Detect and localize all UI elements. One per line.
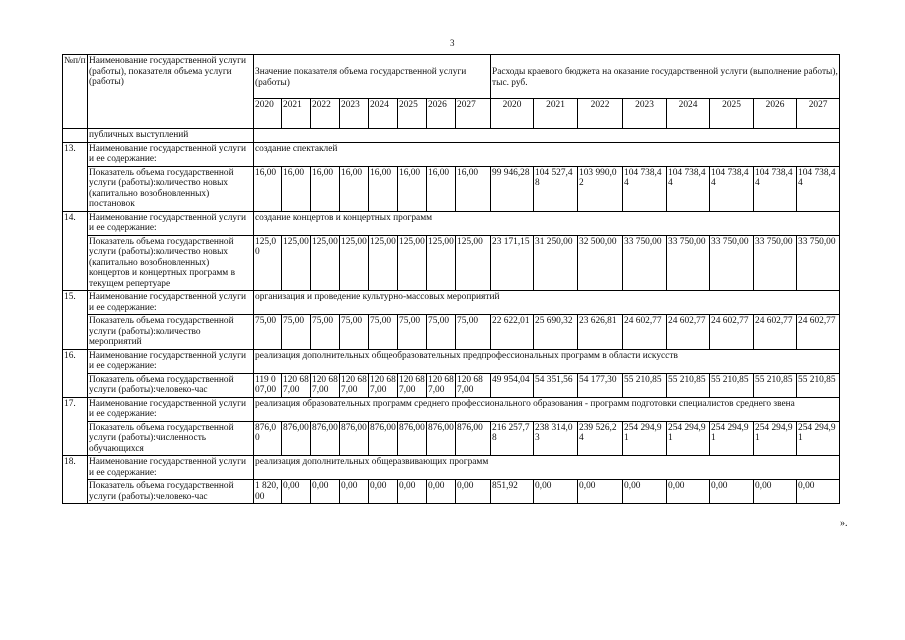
budget-value: 24 602,77 bbox=[667, 315, 710, 350]
year-budget-2023: 2023 bbox=[623, 99, 667, 129]
header-num: №п/п bbox=[63, 55, 88, 129]
cont-empty bbox=[254, 129, 840, 143]
volume-value: 876,00 bbox=[254, 421, 282, 456]
year-volume-2025: 2025 bbox=[398, 99, 427, 129]
volume-value: 125,00 bbox=[340, 235, 369, 291]
service-name-label: Наименование государственной услуги и ее содержание: bbox=[88, 291, 254, 315]
budget-value: 49 954,04 bbox=[491, 373, 534, 397]
year-budget-2025: 2025 bbox=[710, 99, 754, 129]
indicator-name: Показатель объема государственной услуги (работы):количество новых (капитально возобновленных) концертов и концертных программ в текущем репертуаре bbox=[88, 235, 254, 291]
volume-value: 120 687,00 bbox=[370, 374, 396, 395]
section-number: 15. bbox=[63, 291, 88, 350]
budget-value: 23 626,81 bbox=[578, 315, 623, 350]
indicator-row bbox=[63, 315, 840, 350]
year-volume-2021: 2021 bbox=[282, 99, 311, 129]
budget-value: 239 526,24 bbox=[578, 421, 623, 456]
budget-value: 55 210,85 bbox=[667, 373, 710, 397]
volume-value: 125,00 bbox=[311, 235, 340, 291]
volume-value: 16,00 bbox=[398, 166, 427, 211]
volume-value: 125,00 bbox=[456, 235, 491, 291]
volume-value: 75,00 bbox=[311, 315, 340, 350]
volume-value: 16,00 bbox=[427, 166, 456, 211]
volume-value: 16,00 bbox=[456, 166, 491, 211]
service-content: создание спектаклей bbox=[254, 142, 840, 166]
budget-value: 103 990,02 bbox=[578, 166, 623, 211]
service-name-label: Наименование государственной услуги и ее содержание: bbox=[88, 397, 254, 421]
section-number: 14. bbox=[63, 211, 88, 291]
budget-value: 54 177,30 bbox=[578, 373, 623, 397]
budget-value: 33 750,00 bbox=[623, 235, 667, 291]
service-content: организация и проведение культурно-массовых мероприятий bbox=[254, 291, 840, 315]
budget-value: 24 602,77 bbox=[754, 315, 797, 350]
volume-value: 876,00 bbox=[369, 421, 398, 456]
section-number: 18. bbox=[63, 456, 88, 504]
cont-num bbox=[63, 129, 88, 143]
budget-value: 104 738,44 bbox=[667, 166, 710, 211]
budget-value: 24 602,77 bbox=[797, 315, 840, 350]
volume-value: 119 007,00 bbox=[254, 373, 282, 397]
volume-value: 120 687,00 bbox=[428, 374, 454, 395]
budget-value: 55 210,85 bbox=[754, 373, 797, 397]
volume-value: 125,00 bbox=[369, 235, 398, 291]
section-title-row bbox=[63, 211, 840, 235]
budget-value: 31 250,00 bbox=[534, 235, 578, 291]
indicator-row bbox=[63, 421, 840, 456]
year-budget-2021: 2021 bbox=[534, 99, 578, 129]
volume-value: 120 687,00 bbox=[283, 374, 309, 395]
volume-value: 16,00 bbox=[254, 166, 282, 211]
service-name-label: Наименование государственной услуги и ее содержание: bbox=[88, 211, 254, 235]
budget-value: 33 750,00 bbox=[754, 235, 797, 291]
budget-value: 33 750,00 bbox=[710, 235, 754, 291]
budget-value: 0,00 bbox=[754, 480, 797, 504]
volume-value: 125,00 bbox=[254, 235, 282, 291]
volume-value: 75,00 bbox=[369, 315, 398, 350]
budget-value: 254 294,91 bbox=[667, 421, 710, 456]
budget-value: 254 294,91 bbox=[754, 421, 797, 456]
service-content: создание концертов и концертных программ bbox=[254, 211, 840, 235]
budget-value: 104 738,44 bbox=[797, 166, 840, 211]
volume-value: 16,00 bbox=[311, 166, 340, 211]
volume-value: 75,00 bbox=[398, 315, 427, 350]
budget-value: 55 210,85 bbox=[797, 373, 840, 397]
budget-value: 32 500,00 bbox=[578, 235, 623, 291]
volume-value: 0,00 bbox=[369, 480, 398, 504]
volume-value: 16,00 bbox=[282, 166, 311, 211]
budget-value: 254 294,91 bbox=[797, 421, 840, 456]
section-number: 17. bbox=[63, 397, 88, 456]
budget-value: 216 257,78 bbox=[491, 421, 534, 456]
volume-value: 125,00 bbox=[398, 235, 427, 291]
budget-value: 104 527,48 bbox=[534, 166, 578, 211]
volume-value: 16,00 bbox=[369, 166, 398, 211]
volume-value: 75,00 bbox=[340, 315, 369, 350]
year-volume-2026: 2026 bbox=[427, 99, 456, 129]
indicator-row bbox=[63, 235, 840, 291]
service-name-label: Наименование государственной услуги и ее содержание: bbox=[88, 456, 254, 480]
volume-value: 876,00 bbox=[282, 421, 311, 456]
budget-value: 23 171,15 bbox=[491, 235, 534, 291]
service-content: реализация дополнительных общеобразовательных предпрофессиональных программ в области искусств bbox=[254, 349, 840, 373]
section-number: 13. bbox=[63, 142, 88, 211]
indicator-name: Показатель объема государственной услуги (работы):человеко-час bbox=[88, 373, 254, 397]
volume-value: 0,00 bbox=[340, 480, 369, 504]
volume-value: 1 820,00 bbox=[254, 480, 282, 504]
header-volume: Значение показателя объема государственной услуги (работы) bbox=[254, 55, 491, 99]
year-volume-2020: 2020 bbox=[254, 99, 282, 129]
volume-value: 125,00 bbox=[282, 235, 311, 291]
budget-value: 0,00 bbox=[667, 480, 710, 504]
budget-value: 254 294,91 bbox=[623, 421, 667, 456]
indicator-name: Показатель объема государственной услуги (работы):человеко-час bbox=[88, 480, 254, 504]
budget-value: 104 738,44 bbox=[754, 166, 797, 211]
budget-value: 25 690,32 bbox=[534, 315, 578, 350]
section-title-row bbox=[63, 291, 840, 315]
volume-value: 0,00 bbox=[427, 480, 456, 504]
budget-value: 55 210,85 bbox=[623, 373, 667, 397]
budget-value: 0,00 bbox=[623, 480, 667, 504]
budget-value: 24 602,77 bbox=[710, 315, 754, 350]
year-budget-2026: 2026 bbox=[754, 99, 797, 129]
volume-value: 125,00 bbox=[427, 235, 456, 291]
volume-value: 876,00 bbox=[398, 421, 427, 456]
volume-value: 0,00 bbox=[398, 480, 427, 504]
indicator-name: Показатель объема государственной услуги (работы):количество новых (капитально возобновленных) постановок bbox=[88, 166, 254, 211]
volume-value: 120 687,00 bbox=[399, 374, 425, 395]
budget-value: 99 946,28 bbox=[491, 166, 534, 211]
volume-value: 120 687,00 bbox=[312, 374, 338, 395]
services-table bbox=[62, 54, 840, 504]
volume-value: 120 687,00 bbox=[456, 373, 491, 397]
indicator-name: Показатель объема государственной услуги (работы):количество мероприятий bbox=[88, 315, 254, 350]
volume-value: 0,00 bbox=[311, 480, 340, 504]
budget-value: 0,00 bbox=[578, 480, 623, 504]
budget-value: 0,00 bbox=[797, 480, 840, 504]
header-budget: Расходы краевого бюджета на оказание государственной услуги (выполнение работы), тыс. руб. bbox=[491, 55, 840, 99]
volume-value: 75,00 bbox=[456, 315, 491, 350]
budget-value: 104 738,44 bbox=[623, 166, 667, 211]
section-title-row bbox=[63, 142, 840, 166]
year-budget-2020: 2020 bbox=[491, 99, 534, 129]
service-name-label: Наименование государственной услуги и ее содержание: bbox=[88, 349, 254, 373]
budget-value: 24 602,77 bbox=[623, 315, 667, 350]
header-row bbox=[63, 55, 840, 99]
budget-value: 0,00 bbox=[710, 480, 754, 504]
page-number: 3 bbox=[450, 38, 455, 48]
budget-value: 851,92 bbox=[491, 480, 534, 504]
budget-value: 22 622,01 bbox=[491, 315, 534, 350]
volume-value: 876,00 bbox=[340, 421, 369, 456]
budget-value: 54 351,56 bbox=[534, 373, 578, 397]
service-content: реализация образовательных программ среднего профессионального образования - программ подготовки специалистов среднего звена bbox=[254, 397, 840, 421]
service-name-label: Наименование государственной услуги и ее содержание: bbox=[88, 142, 254, 166]
budget-value: 254 294,91 bbox=[710, 421, 754, 456]
budget-value: 33 750,00 bbox=[797, 235, 840, 291]
volume-value: 120 687,00 bbox=[341, 374, 367, 395]
end-mark: ». bbox=[840, 518, 848, 529]
volume-value: 75,00 bbox=[427, 315, 456, 350]
cont-text: публичных выступлений bbox=[88, 129, 254, 143]
header-name: Наименование государственной услуги (работы), показателя объема услуги (работы) bbox=[88, 55, 254, 129]
year-budget-2022: 2022 bbox=[578, 99, 623, 129]
volume-value: 876,00 bbox=[456, 421, 491, 456]
volume-value: 876,00 bbox=[427, 421, 456, 456]
volume-value: 0,00 bbox=[456, 480, 491, 504]
volume-value: 16,00 bbox=[340, 166, 369, 211]
service-content: реализация дополнительных общеразвивающих программ bbox=[254, 456, 840, 480]
budget-value: 33 750,00 bbox=[667, 235, 710, 291]
section-title-row bbox=[63, 349, 840, 373]
year-budget-2027: 2027 bbox=[797, 99, 840, 129]
indicator-row bbox=[63, 480, 840, 504]
volume-value: 75,00 bbox=[282, 315, 311, 350]
budget-value: 55 210,85 bbox=[710, 373, 754, 397]
indicator-row bbox=[63, 166, 840, 211]
year-volume-2027: 2027 bbox=[456, 99, 491, 129]
year-volume-2022: 2022 bbox=[311, 99, 340, 129]
section-number: 16. bbox=[63, 349, 88, 397]
budget-value: 238 314,03 bbox=[534, 421, 578, 456]
budget-value: 104 738,44 bbox=[710, 166, 754, 211]
volume-value: 0,00 bbox=[282, 480, 311, 504]
indicator-row bbox=[63, 373, 840, 397]
continuation-row bbox=[63, 129, 840, 143]
year-volume-2023: 2023 bbox=[340, 99, 369, 129]
year-budget-2024: 2024 bbox=[667, 99, 710, 129]
indicator-name: Показатель объема государственной услуги (работы):численность обучающихся bbox=[88, 421, 254, 456]
volume-value: 75,00 bbox=[254, 315, 282, 350]
section-title-row bbox=[63, 456, 840, 480]
year-volume-2024: 2024 bbox=[369, 99, 398, 129]
section-title-row bbox=[63, 397, 840, 421]
volume-value: 876,00 bbox=[311, 421, 340, 456]
budget-value: 0,00 bbox=[534, 480, 578, 504]
